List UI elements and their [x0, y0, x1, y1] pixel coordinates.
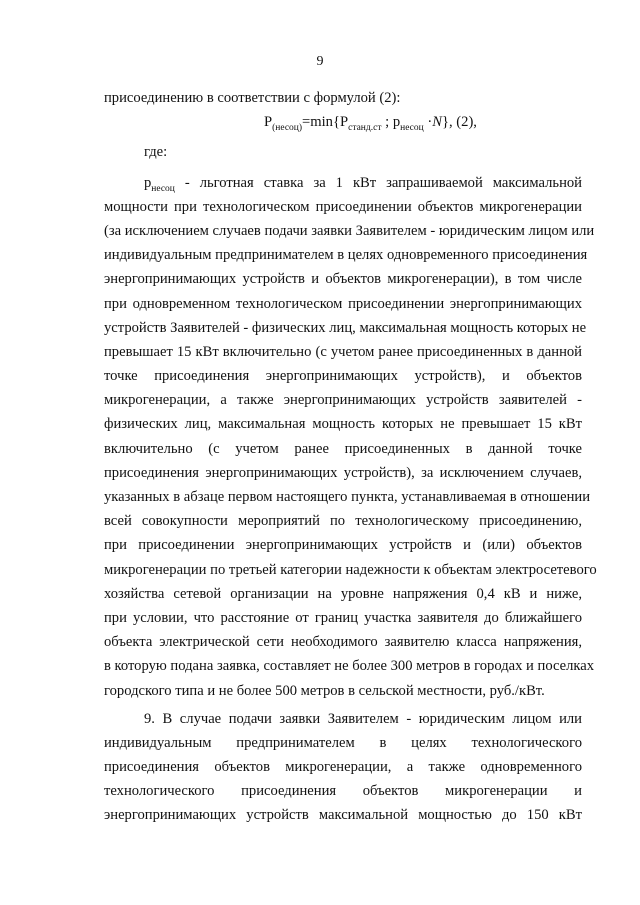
definition-line: при одновременном технологическом присоединении энергопринимающих	[104, 295, 582, 312]
definition-line: микрогенерации по третьей категории надежности к объектам электросетевого	[104, 561, 597, 578]
definition-line: мощности при технологическом присоединении объектов микрогенерации	[104, 198, 582, 215]
section-9-paragraph	[104, 707, 582, 828]
definition-line-text: - льготная ставка за 1 кВт запрашиваемой максимальной	[174, 174, 582, 191]
formula-p-subscript: (несоц)	[272, 123, 303, 134]
definition-line: хозяйства сетевой организации на уровне напряжения 0,4 кВ и ниже,	[104, 585, 582, 602]
definition-line: объекта электрической сети необходимого заявителю класса напряжения,	[104, 634, 582, 651]
definition-line: всей совокупности мероприятий по технологическому присоединению,	[104, 513, 582, 530]
formula	[104, 110, 582, 134]
definition-line: присоединения энергопринимающих устройств), за исключением случаев,	[104, 464, 582, 481]
formula-rate-subscript: несоц	[400, 123, 424, 134]
definition-line: превышает 15 кВт включительно (с учетом ранее присоединенных в данной	[104, 343, 582, 360]
definition-line: в которую подана заявка, составляет не более 300 метров в городах и поселках	[104, 658, 595, 675]
formula-separator: ; p	[381, 114, 401, 131]
formula-n: N	[432, 114, 442, 131]
formula-tail: }, (2),	[441, 114, 477, 131]
where-label: где:	[144, 144, 168, 161]
definition-line: включительно (с учетом ранее присоединенных в данной точке	[104, 440, 582, 457]
page-number: 9	[316, 54, 324, 69]
definition-line: индивидуальным предпринимателем в целях одновременного присоединения	[104, 247, 588, 264]
formula-standard-subscript: станд.ст	[348, 123, 382, 134]
definition-line: указанных в абзаце первом настоящего пункта, устанавливаемая в отношении	[104, 489, 591, 505]
definition-symbol: p	[144, 174, 152, 191]
definition-line: при условии, что расстояние от границ участка заявителя до ближайшего	[104, 609, 582, 626]
definition-line	[104, 171, 582, 195]
formula-p: P	[264, 114, 273, 131]
definition-line: энергопринимающих устройств и объектов микрогенерации), в том числе	[104, 271, 582, 288]
intro-line: присоединению в соответствии с формулой (2):	[104, 90, 401, 106]
section-9-line: энергопринимающих устройств максимальной мощностью до 150 кВт	[104, 807, 582, 824]
definition-line: физических лиц, максимальная мощность которых не превышает 15 кВт	[104, 416, 582, 433]
definition-line: точке присоединения энергопринимающих устройств), и объектов	[104, 368, 582, 385]
definition-line: (за исключением случаев подачи заявки Заявителем - юридическим лицом или	[104, 222, 595, 239]
formula-times: ·	[423, 114, 433, 131]
section-9-line: технологического присоединения объектов микрогенерации и	[104, 783, 582, 800]
definition-line: устройств Заявителей - физических лиц, максимальная мощность которых не	[104, 319, 587, 336]
section-9-line: присоединения объектов микрогенерации, а также одновременного	[104, 759, 582, 776]
definition-line: микрогенерации, а также энергопринимающих устройств заявителей -	[104, 392, 582, 409]
definition-paragraph	[104, 171, 597, 703]
formula-min: =min{P	[302, 114, 349, 131]
section-9-line: индивидуальным предпринимателем в целях технологического	[104, 734, 582, 751]
definition-symbol-subscript: несоц	[151, 183, 175, 194]
document-body	[104, 86, 597, 828]
definition-line: при присоединении энергопринимающих устройств и (или) объектов	[104, 537, 582, 554]
section-9-line: 9. В случае подачи заявки Заявителем - юридическим лицом или	[144, 710, 582, 727]
definition-line: городского типа и не более 500 метров в сельской местности, руб./кВт.	[104, 682, 545, 699]
